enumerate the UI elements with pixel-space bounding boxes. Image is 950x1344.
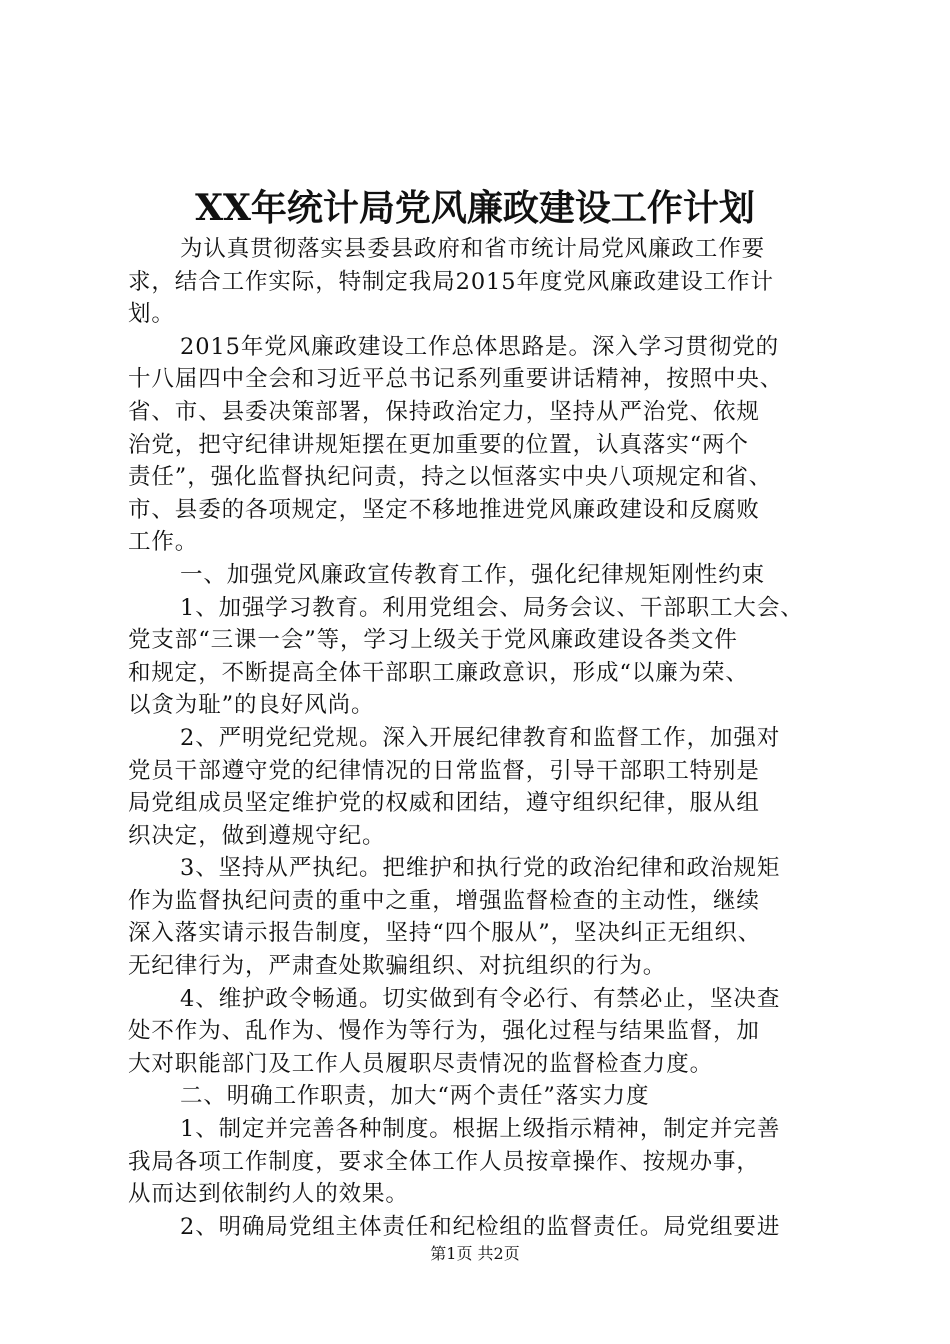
text-line: 深入落实请示报告制度，坚持“四个服从”，坚决纠正无组织、: [128, 920, 762, 947]
text-line: 1、制定并完善各种制度。根据上级指示精神，制定并完善: [180, 1116, 781, 1143]
text-line: 十八届四中全会和习近平总书记系列重要讲话精神，按照中央、: [128, 366, 784, 393]
text-line: 以贪为耻”的良好风尚。: [128, 692, 375, 719]
text-line: 我局各项工作制度，要求全体工作人员按章操作、按规办事，: [128, 1148, 760, 1175]
text-line: 责任”，强化监督执纪问责，持之以恒落实中央八项规定和省、: [128, 464, 773, 491]
text-line: 4、维护政令畅通。切实做到有令必行、有禁必止，坚决查: [180, 985, 781, 1012]
document-body: [128, 233, 828, 1243]
text-line: 工作。: [128, 529, 199, 556]
text-line: 市、县委的各项规定，坚定不移地推进党风廉政建设和反腐败: [128, 496, 760, 523]
page-footer: 第1页 共2页: [430, 1244, 520, 1263]
text-line: 局党组成员坚定维护党的权威和团结，遵守组织纪律，服从组: [128, 790, 760, 817]
text-line: 1、加强学习教育。利用党组会、局务会议、干部职工大会、: [180, 594, 804, 621]
text-line: 和规定，不断提高全体干部职工廉政意识，形成“以廉为荣、: [128, 659, 749, 686]
text-line: 求，结合工作实际，特制定我局2015年度党风廉政建设工作计: [128, 268, 774, 295]
text-line: 织决定，做到遵规守纪。: [128, 822, 386, 849]
text-line: 省、市、县委决策部署，保持政治定力，坚持从严治党、依规: [128, 398, 760, 425]
text-line: 2、明确局党组主体责任和纪检组的监督责任。局党组要进: [180, 1213, 781, 1240]
text-line: 党支部“三课一会”等，学习上级关于党风廉政建设各类文件: [128, 627, 738, 654]
text-line: 划。: [128, 301, 175, 328]
text-line: 治党，把守纪律讲规矩摆在更加重要的位置，认真落实“两个: [128, 431, 749, 458]
text-line: 2、严明党纪党规。深入开展纪律教育和监督工作，加强对: [180, 724, 781, 751]
text-line: 二、明确工作职责，加大“两个责任”落实力度: [180, 1083, 650, 1110]
text-line: 作为监督执纪问责的重中之重，增强监督检查的主动性，继续: [128, 887, 760, 914]
text-line: 为认真贯彻落实县委县政府和省市统计局党风廉政工作要: [180, 236, 766, 262]
text-line: 党员干部遵守党的纪律情况的日常监督，引导干部职工特别是: [128, 757, 760, 784]
text-line: 处不作为、乱作为、慢作为等行为，强化过程与结果监督，加: [128, 1018, 760, 1045]
text-line: 从而达到依制约人的效果。: [128, 1181, 409, 1208]
text-line: 2015年党风廉政建设工作总体思路是。深入学习贯彻党的: [180, 333, 780, 360]
document-title: XX年统计局党风廉政建设工作计划: [195, 187, 755, 229]
text-line: 无纪律行为，严肃查处欺骗组织、对抗组织的行为。: [128, 953, 667, 980]
text-line: 3、坚持从严执纪。把维护和执行党的政治纪律和政治规矩: [180, 855, 781, 882]
text-line: 一、加强党风廉政宣传教育工作，强化纪律规矩刚性约束: [180, 561, 766, 588]
text-line: 大对职能部门及工作人员履职尽责情况的监督检查力度。: [128, 1050, 714, 1077]
